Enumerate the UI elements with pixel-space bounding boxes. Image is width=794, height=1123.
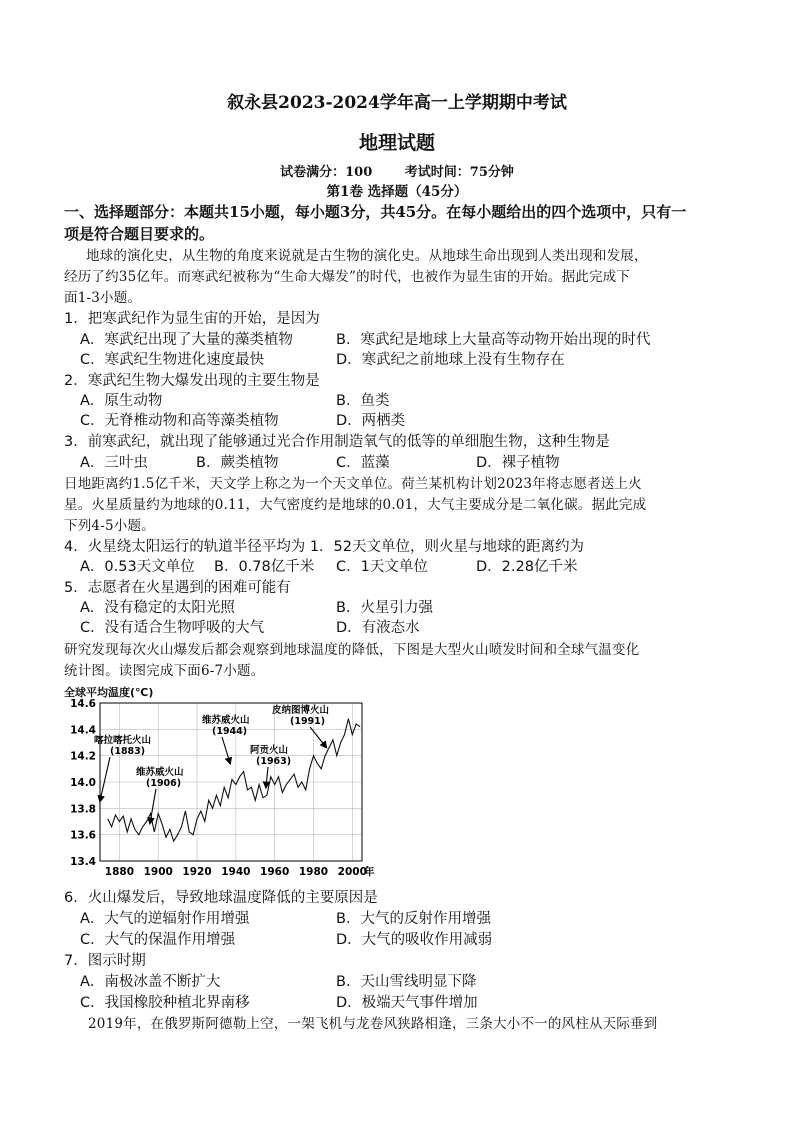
y-tick-label: 14.2 [70,750,96,763]
temperature-chart [62,683,382,883]
q2-option-b[interactable]: B．鱼类 [336,393,390,409]
q6-option-d[interactable]: D．大气的吸收作用减弱 [336,932,493,948]
annotation-agung-year: (1963) [256,756,292,767]
q7-option-d[interactable]: D．极端天气事件增加 [336,995,478,1011]
q2-option-a[interactable]: A．原生动物 [80,393,163,409]
annotation-vesuvius1906-name: 维苏威火山 [136,767,184,778]
q7-stem: 7．图示时期 [64,953,146,969]
arrow-agung [266,767,268,787]
q3-option-a[interactable]: A．三叶虫 [80,455,148,471]
q1-option-c[interactable]: C．寒武纪生物进化速度最快 [80,352,265,368]
arrow-vesuvius1906 [150,789,156,823]
x-tick-label: 1940 [221,866,251,878]
q1-stem: 1．把寒武纪作为显生宙的开始，是因为 [64,311,320,327]
passage1-line1: 地球的演化史，从生物的角度来说就是古生物的演化史。从地球生命出现到人类出现和发展， [86,248,648,264]
x-axis-unit: 年 [364,866,375,878]
annotation-krakatoa-name: 喀拉喀托火山 [94,735,152,746]
passage2-line1: 日地距离约1.5亿千米，天文学上称之为一个天文单位。荷兰某机构计划2023年将志愿者送上火 [64,476,642,492]
exam-meta [0,161,794,180]
passage2-line3: 下列4-5小题。 [64,518,155,534]
q2-stem: 2．寒武纪生物大爆发出现的主要生物是 [64,373,320,389]
arrow-vesuvius1944 [222,737,230,763]
q7-option-a[interactable]: A．南极冰盖不断扩大 [80,974,221,990]
annotation-pinatubo-name: 皮纳图博火山 [272,705,330,716]
q6-option-b[interactable]: B．大气的反射作用增强 [336,911,491,927]
q6-option-c[interactable]: C．大气的保温作用增强 [80,932,236,948]
q5-option-b[interactable]: B．火星引力强 [336,600,433,616]
subject-title: 地理试题 [358,132,435,154]
arrow-pinatubo [310,727,326,747]
y-tick-label: 14.6 [70,698,96,710]
x-tick-label: 1980 [298,866,329,878]
q4-option-d[interactable]: D．2.28亿千米 [476,559,578,575]
x-tick-label: 2000 [337,866,367,878]
annotation-vesuvius1944-year: (1944) [212,726,248,737]
q2-option-d[interactable]: D．两栖类 [336,413,406,429]
annotation-pinatubo-year: (1991) [290,716,326,727]
q3-option-c[interactable]: C．蓝藻 [336,455,390,471]
q4-stem: 4．火星绕太阳运行的轨道半径平均为 1．52天文单位，则火星与地球的距离约为 [64,539,585,555]
q3-stem: 3．前寒武纪，就出现了能够通过光合作用制造氧气的低等的单细胞生物，这种生物是 [64,434,610,450]
exam-title: 叙永县2023-2024学年高一上学期期中考试 [227,93,567,113]
x-tick-label: 1960 [260,866,290,878]
q7-option-b[interactable]: B．天山雪线明显下降 [336,974,477,990]
x-tick-label: 1900 [143,866,173,878]
x-tick-label: 1880 [104,866,135,878]
q1-option-b[interactable]: B．寒武纪是地球上大量高等动物开始出现的时代 [336,332,651,348]
passage3-line1: 研究发现每次火山爆发后都会观察到地球温度的降低，下图是大型火山喷发时间和全球气温变化 [64,642,640,658]
annotation-agung-name: 阿贡火山 [250,745,289,756]
x-tick-label: 1920 [182,866,212,878]
part1-instruction-line1: 一、选择题部分：本题共15小题，每小题3分，共45分。在每小题给出的四个选项中，只有一 [64,203,687,221]
q2-option-c[interactable]: C．无脊椎动物和高等藻类植物 [80,413,279,429]
arrow-krakatoa [100,757,110,801]
exam-time: 考试时间：75分钟 [404,165,514,180]
q4-option-c[interactable]: C．1天文单位 [336,559,428,575]
y-tick-label: 13.4 [70,856,96,868]
q1-option-a[interactable]: A．寒武纪出现了大量的藻类植物 [80,332,293,348]
passage1-line3: 面1-3小题。 [64,290,142,306]
passage4-line1: 2019年，在俄罗斯阿德勒上空，一架飞机与龙卷风狭路相逢，三条大小不一的风柱从天际垂到 [88,1016,658,1032]
q7-option-c[interactable]: C．我国橡胶种植北界南移 [80,995,250,1011]
y-tick-label: 14.0 [70,777,96,789]
y-tick-label: 14.4 [70,724,96,737]
q3-option-b[interactable]: B．蕨类植物 [196,455,279,471]
q4-option-b[interactable]: B．0.78亿千米 [214,559,315,575]
q3-option-d[interactable]: D．裸子植物 [476,455,560,471]
y-tick-label: 13.8 [70,803,96,816]
chart-ylabel: 全球平均温度(℃) [64,686,154,699]
annotation-vesuvius1944-name: 维苏威火山 [202,715,250,726]
q5-option-c[interactable]: C．没有适合生物呼吸的大气 [80,620,265,636]
passage3-line2: 统计图。读图完成下面6-7小题。 [64,663,265,679]
annotation-krakatoa-year: (1883) [110,746,146,757]
y-tick-label: 13.6 [70,829,96,842]
section-title: 第1卷 选择题（45分） [326,184,468,200]
q5-option-a[interactable]: A．没有稳定的太阳光照 [80,600,235,616]
q6-stem: 6．火山爆发后，导致地球温度降低的主要原因是 [64,890,378,906]
annotation-vesuvius1906-year: (1906) [146,778,182,789]
q4-option-a[interactable]: A．0.53天文单位 [80,559,195,575]
passage2-line2: 星。火星质量约为地球的0.11，大气密度约是地球的0.01，大气主要成分是二氧化碳。据此完成 [64,497,647,513]
full-score: 试卷满分：100 [280,165,373,180]
q5-option-d[interactable]: D．有液态水 [336,620,420,636]
q1-option-d[interactable]: D．寒武纪之前地球上没有生物存在 [336,352,565,368]
passage1-line2: 经历了约35亿年。而寒武纪被称为“生命大爆发”的时代，也被作为显生宙的开始。据此完成下 [64,269,631,285]
part1-instruction-line2: 项是符合题目要求的。 [64,225,215,243]
q5-stem: 5．志愿者在火星遇到的困难可能有 [64,580,291,596]
q6-option-a[interactable]: A．大气的逆辐射作用增强 [80,911,250,927]
